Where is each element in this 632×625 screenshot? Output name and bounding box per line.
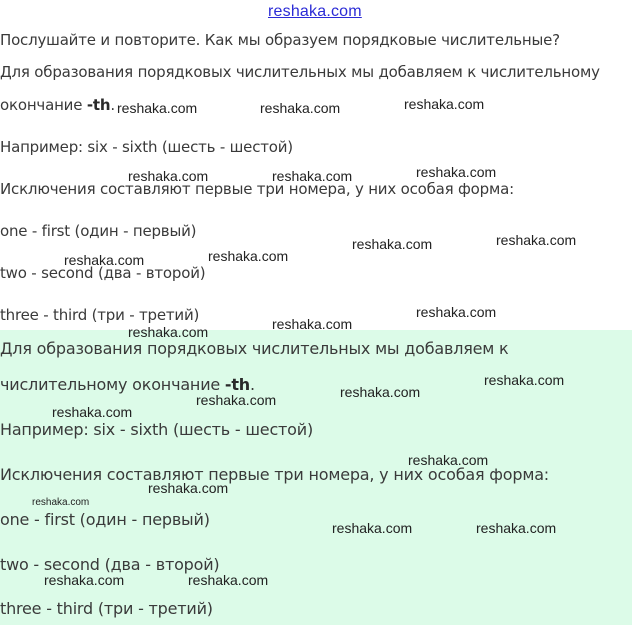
watermark: reshaka.com — [340, 384, 421, 400]
watermark: reshaka.com — [188, 572, 269, 588]
rule-line-1: Для образования порядковых числительных мы добавляем к — [0, 339, 509, 358]
example-text: Например: six - sixth (шесть - шестой) — [0, 420, 313, 439]
watermark: reshaka.com — [196, 392, 277, 408]
watermark: reshaka.com — [404, 96, 485, 112]
watermark: reshaka.com — [272, 316, 353, 332]
watermark: reshaka.com — [476, 520, 557, 536]
list-item: two - second (два - второй) — [0, 264, 206, 282]
watermark: reshaka.com — [52, 404, 133, 420]
watermark: reshaka.com — [272, 168, 353, 184]
watermark: reshaka.com — [208, 248, 289, 264]
rule-end: . — [110, 96, 115, 114]
site-header-link[interactable]: reshaka.com — [268, 3, 362, 20]
example-text: Например: six - sixth (шесть - шестой) — [0, 138, 293, 156]
watermark: reshaka.com — [496, 232, 577, 248]
question-text: Послушайте и повторите. Как мы образуем порядковые числительные? — [0, 31, 560, 49]
suffix-th: -th — [224, 375, 251, 394]
rule-prefix: окончание — [0, 96, 87, 114]
watermark: reshaka.com — [408, 452, 489, 468]
exceptions-text: Исключения составляют первые три номера, у них особая форма: — [0, 180, 514, 198]
watermark: reshaka.com — [148, 480, 229, 496]
rule-prefix: числительному окончание — [0, 375, 225, 394]
watermark: reshaka.com — [416, 304, 497, 320]
watermark: reshaka.com — [128, 168, 209, 184]
suffix-th: -th — [86, 96, 111, 114]
rule-end: . — [250, 375, 255, 394]
watermark: reshaka.com — [332, 520, 413, 536]
watermark: reshaka.com — [416, 164, 497, 180]
list-item: one - first (один - первый) — [0, 222, 197, 240]
watermark: reshaka.com — [260, 100, 341, 116]
watermark: reshaka.com — [117, 100, 198, 116]
watermark: reshaka.com — [64, 252, 145, 268]
list-item: two - second (два - второй) — [0, 555, 220, 574]
list-item: one - first (один - первый) — [0, 510, 210, 529]
watermark: reshaka.com — [484, 372, 565, 388]
watermark: reshaka.com — [352, 236, 433, 252]
list-item: three - third (три - третий) — [0, 306, 200, 324]
watermark: reshaka.com — [44, 572, 125, 588]
exceptions-text: Исключения составляют первые три номера, у них особая форма: — [0, 465, 549, 484]
rule-line-2 — [0, 96, 115, 114]
list-item: three - third (три - третий) — [0, 599, 213, 618]
rule-line-1: Для образования порядковых числительных мы добавляем к числительному — [0, 63, 600, 81]
watermark: reshaka.com — [128, 324, 209, 340]
watermark: reshaka.com — [32, 497, 90, 508]
